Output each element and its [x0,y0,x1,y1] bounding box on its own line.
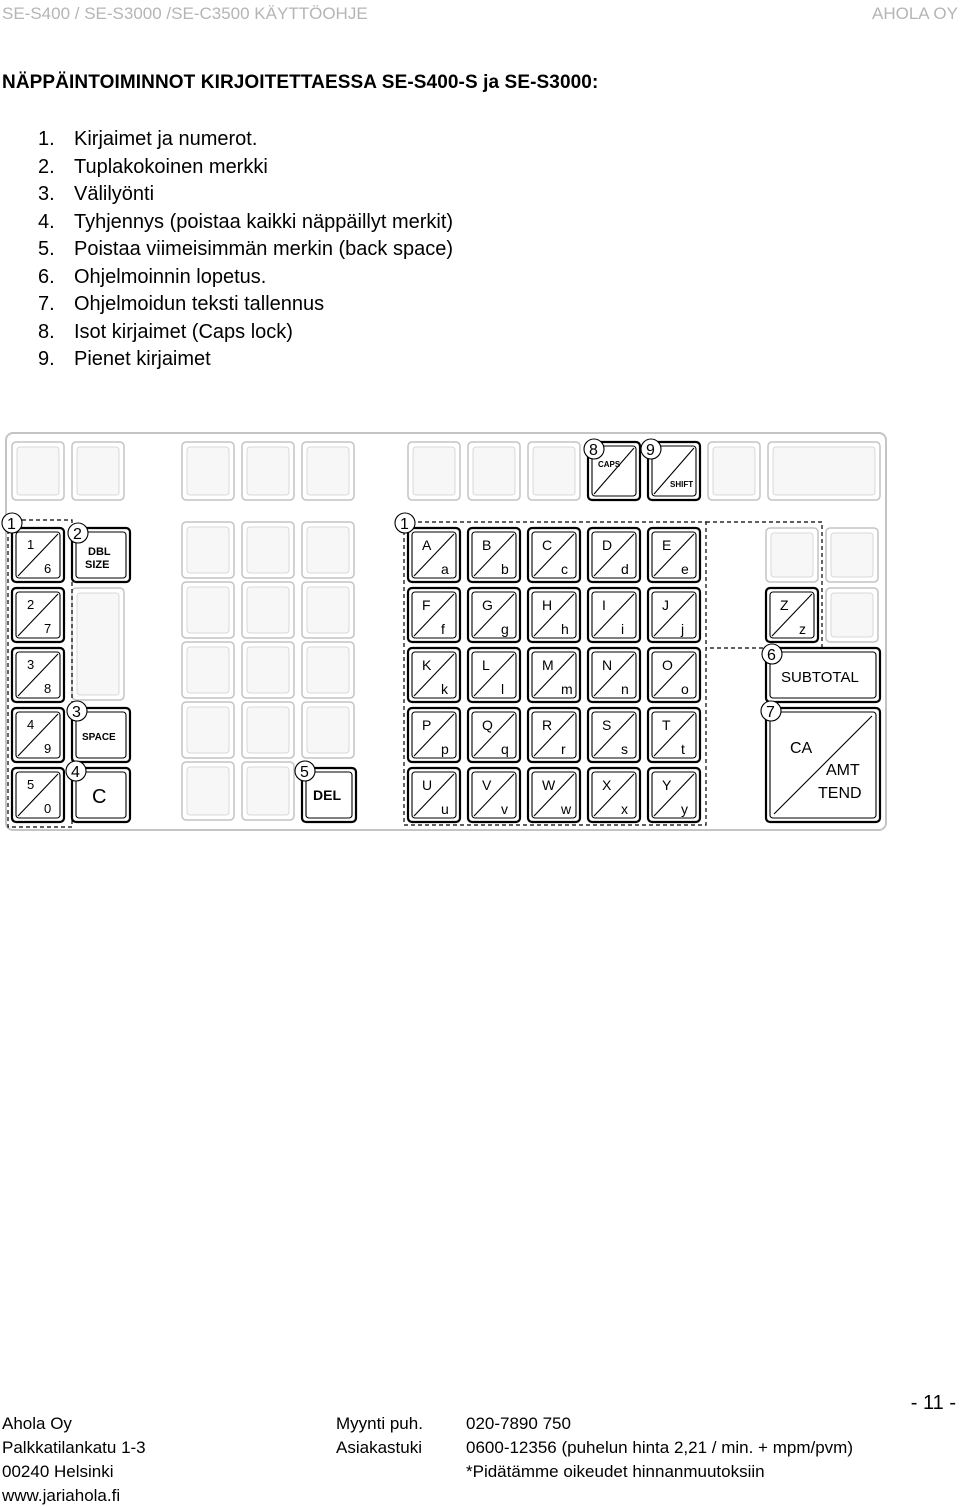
callout-number: 5 [300,764,309,781]
callout-marker [68,523,88,543]
key-lower-label: x [621,801,628,817]
letter-key[interactable] [408,528,460,582]
key-upper-label: D [602,537,613,553]
key-lower-label: p [441,741,449,757]
ca-amt-tend-key[interactable] [766,708,880,822]
key-upper-label: S [602,717,612,733]
subtotal-key[interactable] [766,648,880,702]
footer-sales-phone: 020-7890 750 [466,1414,571,1433]
callout-number: 4 [71,764,80,781]
page-number: - 11 - [910,1392,956,1414]
callout-number: 8 [589,442,598,459]
key-lower-label: w [561,801,572,817]
letter-key[interactable] [588,768,640,822]
key-label: SHIFT [670,480,694,489]
key-lower-label: t [681,741,685,757]
blank-key[interactable] [182,762,234,820]
key-label: DEL [313,787,341,803]
blank-key[interactable] [302,522,354,578]
section-title: NÄPPÄINTOIMINNOT KIRJOITETTAESSA SE-S400-S ja SE-S3000: [2,72,599,93]
key-upper-label: U [422,777,433,793]
key-lower-label: i [621,621,625,637]
blank-key[interactable] [242,642,294,698]
letter-key[interactable] [408,648,460,702]
callout-marker [395,513,415,533]
key-upper-label: 1 [27,537,35,552]
key-upper-label: C [542,537,553,553]
blank-key[interactable] [182,642,234,698]
key-label: SPACE [82,732,116,743]
blank-key[interactable] [182,582,234,638]
blank-key[interactable] [242,442,294,500]
blank-key[interactable] [826,588,878,642]
key-lower-label: y [681,801,688,817]
blank-key[interactable] [302,642,354,698]
digit-key[interactable] [12,708,64,762]
key-upper-label: M [542,657,554,673]
callout-marker [762,644,782,664]
blank-key[interactable] [242,582,294,638]
key-upper-label: P [422,717,432,733]
blank-key[interactable] [408,442,460,500]
blank-key[interactable] [72,442,124,500]
key-upper-label: 2 [27,597,35,612]
letter-key[interactable] [528,648,580,702]
key-lower-label: f [441,621,445,637]
callout-marker [295,761,315,781]
key-lower-label: u [441,801,449,817]
key-upper-label: L [482,657,490,673]
key-lower-label: n [621,681,629,697]
key-lower-label: 6 [44,561,52,576]
key-upper-label: Q [482,717,493,733]
key-label: AMT [826,762,860,779]
key-upper-label: R [542,717,553,733]
key-upper-label: K [422,657,432,673]
blank-key[interactable] [302,582,354,638]
footer-note: *Pidätämme oikeudet hinnanmuutoksiin [466,1462,765,1481]
callout-number: 9 [646,442,655,459]
key-label: DBL [88,546,111,558]
key-label: CA [790,740,813,757]
key-upper-label: G [482,597,493,613]
letter-key[interactable] [648,708,700,762]
key-upper-label: Y [662,777,672,793]
key-lower-label: 9 [44,741,52,756]
key-lower-label: j [681,621,685,637]
key-lower-label: 8 [44,681,52,696]
key-label: CAPS [598,460,621,469]
blank-key[interactable] [242,522,294,578]
callout-number: 2 [73,526,82,543]
key-lower-label: r [561,741,566,757]
letter-key[interactable] [588,648,640,702]
blank-key[interactable] [302,442,354,500]
callout-number: 6 [767,647,776,664]
key-upper-label: B [482,537,492,553]
letter-key[interactable] [588,708,640,762]
key-upper-label: V [482,777,492,793]
key-upper-label: W [542,777,556,793]
blank-key[interactable] [182,702,234,758]
key-lower-label: 7 [44,621,52,636]
key-upper-label: A [422,537,432,553]
key-lower-label: v [501,801,508,817]
digit-key[interactable] [12,528,64,582]
key-upper-label: Z [780,597,789,613]
letter-key[interactable] [468,768,520,822]
list-item: 1. Kirjaimet ja numerot. [38,128,258,150]
footer-support-phone: 0600-12356 (puhelun hinta 2,21 / min. + mpm/pvm) [466,1438,853,1457]
list-item: 9. Pienet kirjaimet [38,348,211,370]
key-label: SUBTOTAL [781,669,859,686]
key-upper-label: 5 [27,777,35,792]
key-upper-label: I [602,597,606,613]
keyboard-diagram [0,420,960,840]
header-company: AHOLA OY [872,4,958,23]
letter-key[interactable] [528,768,580,822]
key-lower-label: d [621,561,629,577]
blank-key[interactable] [242,702,294,758]
callout-number: 1 [7,516,16,533]
key-lower-label: l [501,681,505,697]
key-lower-label: m [561,681,573,697]
letter-key[interactable] [648,768,700,822]
list-item: 4. Tyhjennys (poistaa kaikki näppäillyt merkit) [38,210,454,233]
key-lower-label: z [799,621,806,637]
header-doc-title: SE-S400 / SE-S3000 /SE-C3500 KÄYTTÖOHJE [2,4,368,23]
key-label: SIZE [85,559,110,571]
footer-sales-label: Myynti puh. [336,1414,423,1433]
key-lower-label: a [441,561,449,577]
list-item: 7. Ohjelmoidun teksti tallennus [38,293,325,315]
callout-number: 7 [766,704,775,721]
letter-key[interactable] [468,588,520,642]
letter-key[interactable] [648,648,700,702]
blank-key[interactable] [766,528,818,582]
digit-key[interactable] [12,648,64,702]
list-item: 5. Poistaa viimeisimmän merkin (back space) [38,238,454,260]
footer-city: 00240 Helsinki [2,1462,114,1481]
key-lower-label: g [501,621,509,637]
digit-key[interactable] [12,588,64,642]
key-upper-label: X [602,777,612,793]
letter-key[interactable] [588,528,640,582]
letter-key[interactable] [648,588,700,642]
key-label: C [92,786,107,808]
key-lower-label: h [561,621,569,637]
callout-marker [67,701,87,721]
footer-support-label: Asiakastuki [336,1438,422,1457]
key-upper-label: E [662,537,672,553]
letter-key[interactable] [528,528,580,582]
letter-key[interactable] [528,708,580,762]
blank-key[interactable] [768,442,880,500]
footer-web: www.jariahola.fi [2,1486,121,1505]
blank-key[interactable] [182,522,234,578]
blank-key[interactable] [528,442,580,500]
key-lower-label: k [441,681,448,697]
key-lower-label: e [681,561,689,577]
letter-key[interactable] [468,528,520,582]
letter-key[interactable] [468,708,520,762]
blank-key[interactable] [12,442,64,500]
key-upper-label: 3 [27,657,35,672]
callout-number: 3 [72,704,81,721]
callout-marker [584,439,604,459]
key-lower-label: q [501,741,509,757]
key-upper-label: F [422,597,431,613]
blank-key[interactable] [468,442,520,500]
list-item: 3. Välilyönti [38,183,155,205]
key-lower-label: b [501,561,509,577]
key-upper-label: H [542,597,553,613]
key-lower-label: o [681,681,689,697]
blank-key[interactable] [302,702,354,758]
letter-key[interactable] [408,588,460,642]
blank-key[interactable] [826,528,878,582]
letter-key[interactable] [408,768,460,822]
callout-marker [66,761,86,781]
callout-number: 1 [400,516,409,533]
letter-key[interactable] [528,588,580,642]
function-list [38,126,453,374]
blank-key[interactable] [72,588,124,700]
letter-key[interactable] [648,528,700,582]
list-item: 6. Ohjelmoinnin lopetus. [38,265,267,288]
callout-marker [641,439,661,459]
key-upper-label: J [662,597,669,613]
key-upper-label: 4 [27,717,35,732]
blank-key[interactable] [182,442,234,500]
callout-marker [761,701,781,721]
list-item: 8. Isot kirjaimet (Caps lock) [38,320,293,343]
letter-key[interactable] [588,588,640,642]
key-lower-label: 0 [44,801,52,816]
key-upper-label: N [602,657,613,673]
key-label: TEND [818,785,862,802]
callout-marker [2,513,22,533]
list-item: 2. Tuplakokoinen merkki [38,155,268,178]
key-upper-label: T [662,717,671,733]
key-lower-label: s [621,741,628,757]
footer-company: Ahola Oy [2,1414,72,1433]
footer-address: Palkkatilankatu 1-3 [2,1438,146,1457]
letter-key[interactable] [408,708,460,762]
key-upper-label: O [662,657,673,673]
key-lower-label: c [561,561,568,577]
blank-key[interactable] [242,762,294,820]
letter-key[interactable] [468,648,520,702]
digit-key[interactable] [12,768,64,822]
letter-key[interactable] [766,588,818,642]
blank-key[interactable] [708,442,760,500]
